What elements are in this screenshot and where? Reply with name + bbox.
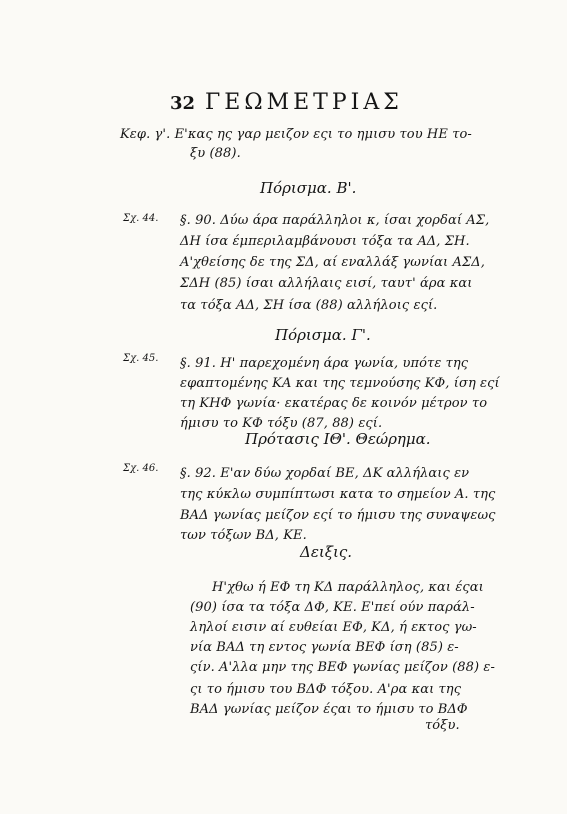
- text-line: τόξυ.: [425, 718, 460, 733]
- running-title: ΓΕΩΜΕΤΡΙΑΣ: [205, 90, 403, 115]
- text-line: ΒΑΔ γωνίας μείζον έςαι το ήμισυ το ΒΔΦ: [190, 702, 468, 717]
- text-line: ςίν. Α'λλα μην της ΒΕΦ γωνίας μείζον (88) ε-: [190, 660, 495, 675]
- section-heading: Πρότασις ΙΘ'. Θεώρημα.: [245, 430, 431, 448]
- text-line: ήμισυ το ΚΦ τόξυ (87, 88) εςί.: [180, 416, 383, 431]
- text-line: τα τόξα ΑΔ, ΣΗ ίσα (88) αλλήλοις εςί.: [180, 298, 438, 313]
- text-line: ςι το ήμισυ του ΒΔΦ τόξου. Α'ρα και της: [190, 682, 462, 697]
- text-line: νία ΒΑΔ τη εντος γωνία ΒΕΦ ίση (85) ε-: [190, 640, 459, 655]
- text-line: ξυ (88).: [190, 146, 241, 161]
- section-heading: Πόρισμα. Β'.: [260, 179, 357, 197]
- figure-reference: Σχ. 46.: [123, 463, 159, 474]
- text-line: ληλοί εισιν αί ευθείαι ΕΦ, ΚΔ, ή εκτος γω-: [190, 620, 477, 635]
- text-line: Κεφ. γ'. Ε'κας ης γαρ μειζον εςι το ημισυ του ΗΕ το-: [120, 127, 472, 142]
- text-line: §. 92. Ε'αν δύω χορδαί ΒΕ, ΔΚ αλλήλαις εν: [180, 466, 470, 481]
- section-heading: Πόρισμα. Γ'.: [275, 326, 371, 344]
- text-line: εφαπτομένης ΚΑ και της τεμνούσης ΚΦ, ίση εςί: [180, 376, 500, 391]
- figure-reference: Σχ. 45.: [123, 353, 159, 364]
- text-line: §. 91. Η' παρεχομένη άρα γωνία, υπότε της: [180, 356, 469, 371]
- text-line: (90) ίσα τα τόξα ΔΦ, ΚΕ. Ε'πεί ούν παράλ-: [190, 600, 475, 615]
- text-line: ΣΔΗ (85) ίσαι αλλήλαις εισί, ταυτ' άρα και: [180, 276, 473, 291]
- section-heading: Δειξις.: [300, 543, 353, 561]
- text-line: ΔΗ ίσα έμπεριλαμβάνουσι τόξα τα ΑΔ, ΣΗ.: [180, 234, 470, 249]
- page-number: 32: [170, 93, 196, 114]
- figure-reference: Σχ. 44.: [123, 213, 159, 224]
- text-line: Η'χθω ή ΕΦ τη ΚΔ παράλληλος, και έςαι: [212, 580, 484, 595]
- text-line: Α'χθείσης δε της ΣΔ, αί εναλλάξ γωνίαι ΑΣΔ,: [180, 255, 485, 270]
- text-line: της κύκλω συμπίπτωσι κατα το σημείον Α. της: [180, 487, 496, 502]
- text-line: §. 90. Δύω άρα παράλληλοι κ, ίσαι χορδαί ΑΣ,: [180, 213, 490, 228]
- text-line: ΒΑΔ γωνίας μείζον εςί το ήμισυ της συναψεως: [180, 508, 496, 523]
- text-line: των τόξων ΒΔ, ΚΕ.: [180, 528, 307, 543]
- text-line: τη ΚΗΦ γωνία· εκατέρας δε κοινόν μέτρον το: [180, 396, 488, 411]
